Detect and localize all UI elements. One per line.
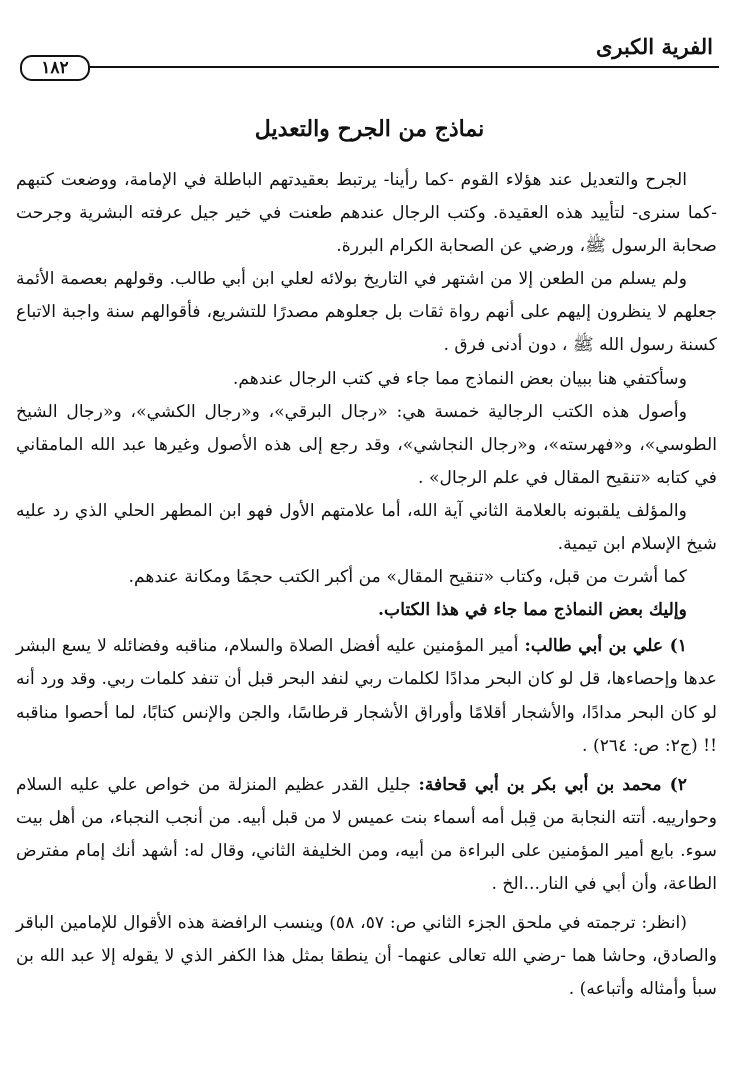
header-divider	[70, 66, 719, 68]
paragraph-7: وإليك بعض النماذج مما جاء في هذا الكتاب.	[378, 600, 687, 621]
page-number: ١٨٢	[20, 55, 90, 81]
entry-1-lead: ١) علي بن أبي طالب:	[524, 636, 687, 657]
running-header-title: الفرية الكبرى	[595, 34, 713, 59]
paragraph-5: والمؤلف يلقبونه بالعلامة الثاني آية الله، أما علامتهم الأول فهو ابن المطهر الحلي الذي رد عليه شيخ الإسلام ابن تيمية.	[16, 500, 717, 555]
footnote-paragraph: (انظر: ترجمته في ملحق الجزء الثاني ص: ٥٧، ٥٨) وينسب الرافضة هذه الأقوال للإمامين الباقر والصادق، وحاشا هما -رضي الله تعالى عنهما- أن ينطقا بمثل هذا الكفر الذي لا يقوله إلا عبد الله بن سبأ وأمثاله وأتباعه) .	[16, 913, 717, 1000]
paragraph-2: ولم يسلم من الطعن إلا من اشتهر في التاريخ بولائه لعلي ابن أبي طالب. وقولهم بعصمة الأئمة جعلهم لا ينظرون إليهم على أنهم رواة ثقات بل جعلوهم مصدرًا للتشريع، فأقوالهم سنة واجبة الاتباع كسنة رسول الله ﷺ ، دون أدنى فرق .	[16, 269, 717, 356]
paragraph-6: كما أشرت من قبل، وكتاب «تنقيح المقال» من أكبر الكتب حجمًا ومكانة عندهم.	[128, 567, 687, 588]
page-body	[16, 164, 717, 1006]
entry-2	[16, 769, 717, 901]
paragraph-1: الجرح والتعديل عند هؤلاء القوم -كما رأينا- يرتبط بعقيدتهم الباطلة في الإمامة، ووضعت كتبهم -كما سنرى- لتأييد هذه العقيدة. وكتب الرجال عندهم طعنت في خير جيل عرفته البشرية وجرحت صحابة الرسول ﷺ، ورضي عن الصحابة الكرام البررة.	[16, 170, 717, 257]
entry-1	[16, 630, 717, 762]
entry-1-text: أمير المؤمنين عليه أفضل الصلاة والسلام، مناقبه وفضائله لا يسع البشر عدها وإحصاءها، قل لو كان البحر مدادًا لكلمات ربي لنفد البحر قبل أن تنفد كلمات ربي. وقد ورد أنه لو كان البحر مدادًا، والأشجار أقلامًا وأوراق الأشجار قرطاسًا، والجن والإنس كتابًا، لما أحصوا مناقبه !! (ج٢: ص: ٢٦٤) .	[16, 636, 717, 756]
paragraph-3: وسأكتفي هنا ببيان بعض النماذج مما جاء في كتب الرجال عندهم.	[232, 368, 687, 389]
entry-2-text: جليل القدر عظيم المنزلة من خواص علي عليه السلام وحوارييه. أتته النجابة من قِبل أمه أسماء بنت عميس لا من قبل أبيه. من أنجب النجباء، من أهل بيت سوء. بايع أمير المؤمنين على البراءة من أبيه، ومن الخليفة الثاني، وقال له: أشهد أنك إمام مفترض الطاعة، وأن أبي في النار...الخ .	[16, 774, 717, 894]
paragraph-4: وأصول هذه الكتب الرجالية خمسة هي: «رجال البرقي»، و«رجال الكشي»، و«رجال الشيخ الطوسي»، و«فهرسته»، و«رجال النجاشي»، وقد رجع إلى هذه الأصول وغيرها عبد الله المامقاني في كتابه «تنقيح المقال في علم الرجال» .	[16, 401, 717, 488]
entry-2-lead: ٢) محمد بن أبي بكر بن أبي قحافة:	[418, 774, 687, 795]
section-title: نماذج من الجرح والتعديل	[254, 116, 485, 142]
